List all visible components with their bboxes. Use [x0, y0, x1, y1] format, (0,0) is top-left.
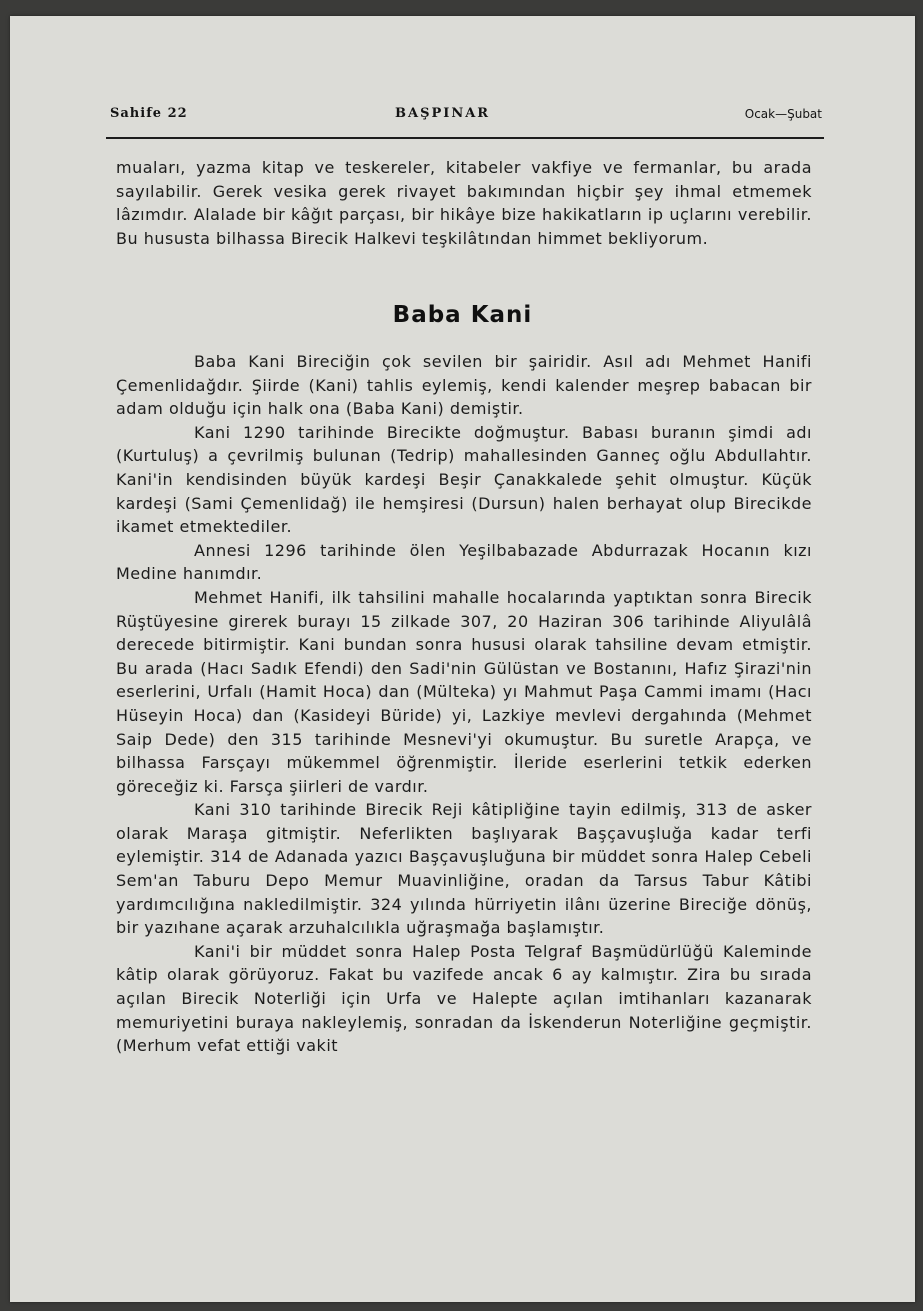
article-body: [116, 350, 812, 1058]
page-header: [110, 102, 822, 128]
body-paragraph: Annesi 1296 tarihinde ölen Yeşilbabazade Abdurrazak Hocanın kızı Medine hanımdır.: [116, 540, 812, 584]
issue-date: Ocak—Şubat: [744, 107, 822, 121]
header-rule: [106, 137, 824, 139]
body-paragraph: Kani 310 tarihinde Birecik Reji kâtipliğine tayin edilmiş, 313 de asker olarak Maraşa gitmiştir. Neferlikten başlıyarak Başçavuşluğa kadar terfi eylemiştir. 314 de Adanada yazıcı Başçavuşluğuna bir müddet sonra Halep Cebeli Sem'an Taburu Depo Memur Muavinliğine, oradan da Tarsus Tabur Kâtibi yardımcılığına nakledilmiştir. 324 yılında hürriyetin ilânı üzerine Bireciğe dönüş, bir yazıhane açarak arzuhalcılıkla uğraşmağa başlamıştır.: [116, 800, 812, 938]
document-page: [10, 16, 915, 1302]
page-number-label: Sahife 22: [110, 106, 188, 121]
publication-title: BAŞPINAR: [395, 106, 491, 121]
body-paragraph: Kani'i bir müddet sonra Halep Posta Telgraf Başmüdürlüğü Kaleminde kâtip olarak görüyoruz. Fakat bu vazifede ancak 6 ay kalmıştır. Zira bu sırada açılan Birecik Noterliği için Urfa ve Halepte açılan imtihanları kazanarak memuriyetini buraya nakleylemiş, sonradan da İskenderun Noterliğine geçmiştir. (Merhum vefat ettiği vakit: [116, 941, 812, 1056]
section-title: Baba Kani: [392, 302, 533, 328]
body-paragraph: Mehmet Hanifi, ilk tahsilini mahalle hocalarında yaptıktan sonra Birecik Rüştüyesine girerek burayı 15 zilkade 307, 20 Haziran 306 tarihinde Aliyulâlâ derecede bitirmiştir. Kani bundan sonra hususi olarak tahsiline devam etmiştir. Bu arada (Hacı Sadık Efendi) den Sadi'nin Gülüstan ve Bostanını, Hafız Şirazi'nin eserlerini, Urfalı (Hamit Hoca) dan (Mülteka) yı Mahmut Paşa Cammi imamı (Hacı Hüseyin Hoca) dan (Kasideyi Büride) yi, Lazkiye mevlevi dergahında (Mehmet Saip Dede) den 315 tarihinde Mesnevi'yi okumuştur. Bu suretle Arapça, ve bilhassa Farsçayı mükemmel öğrenmiştir. İleride eserlerini tetkik ederken göreceğiz ki. Farsça şiirleri de vardır.: [116, 587, 812, 796]
intro-block: [116, 156, 812, 250]
body-paragraph: Baba Kani Bireciğin çok sevilen bir şairidir. Asıl adı Mehmet Hanifi Çemenlidağdır. Şiirde (Kani) tahlis eylemiş, kendi kalender meşrep babacan bir adam olduğu için halk ona (Baba Kani) demiştir.: [116, 352, 812, 419]
intro-paragraph: muaları, yazma kitap ve teskereler, kitabeler vakfiye ve fermanlar, bu arada sayılabilir. Gerek vesika gerek rivayet bakımından hiçbir şey ihmal etmemek lâzımdır. Alalade bir kâğıt parçası, bir hikâye bize hakikatların ip uçlarını verebilir. Bu hususta bilhassa Birecik Halkevi teşkilâtından himmet bekliyorum.: [116, 158, 812, 248]
body-paragraph: Kani 1290 tarihinde Birecikte doğmuştur. Babası buranın şimdi adı (Kurtuluş) a çevrilmiş bulunan (Tedrip) mahallesinden Ganneç oğlu Abdullahtır. Kani'in kendisinden büyük kardeşi Beşir Çanakkalede şehit olmuştur. Küçük kardeşi (Sami Çemenlidağ) ile hemşiresi (Dursun) halen berhayat olup Birecikde ikamet etmektediler.: [116, 422, 812, 537]
